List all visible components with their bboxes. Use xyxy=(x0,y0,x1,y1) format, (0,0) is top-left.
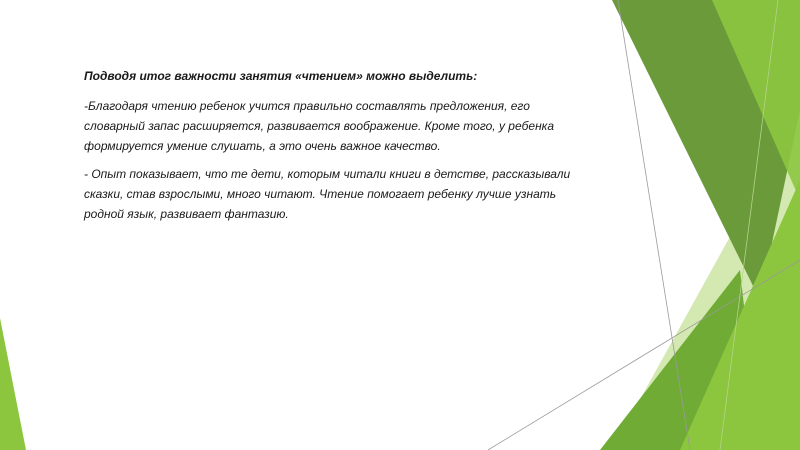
paragraph-1: -Благодаря чтению ребенок учится правильно составлять предложения, его словарный запас расширяется, развивается воображение. Кроме того, у ребенка формируется умение слушать, а это очень важное качество. xyxy=(84,99,555,153)
slide-text-block xyxy=(84,66,584,232)
paragraph-2: - Опыт показывает, что те дети, которым читали книги в детстве, рассказывали сказки, став взрослыми, много читают. Чтение помогает ребенку лучше узнать родной язык, развивает фантазию. xyxy=(84,167,571,221)
left-green-wedge xyxy=(0,318,26,450)
slide-heading: Подводя итог важности занятия «чтением» можно выделить: xyxy=(84,69,478,83)
